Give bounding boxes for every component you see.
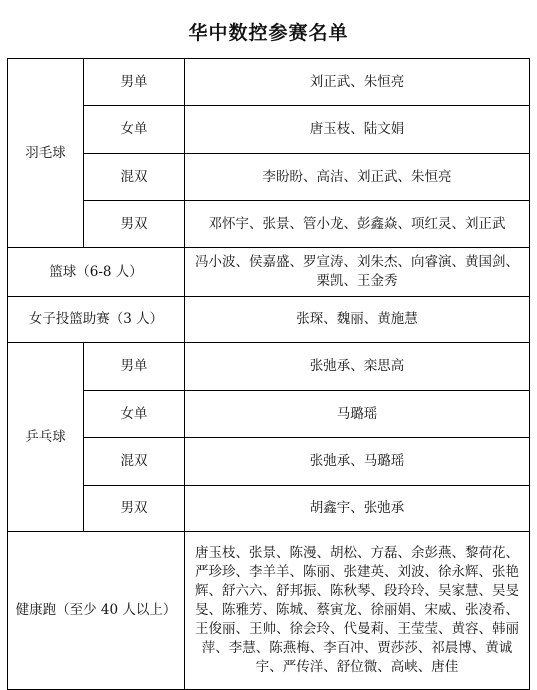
names-cell: 张琛、魏丽、黄施慧: [185, 297, 530, 343]
table-row: [8, 248, 530, 297]
table-row: [8, 532, 530, 690]
sport-pingpong: 乒乓球: [8, 343, 84, 532]
names-cell: 马璐瑶: [185, 391, 530, 438]
names-cell: 张弛承、栾思高: [185, 343, 530, 391]
event-cell: 女单: [84, 106, 185, 154]
event-cell: 男双: [84, 201, 185, 248]
roster-table: [7, 58, 530, 690]
event-shooting: 女子投篮助赛（3 人）: [8, 297, 185, 343]
names-cell: 唐玉枝、张景、陈漫、胡松、方磊、余彭燕、黎荷花、严珍珍、李羊羊、陈丽、张建英、刘波、徐永辉、张艳辉、舒六六、舒邦振、陈秋琴、段玲玲、吴家慧、吴旻旻、陈雅芳、陈城、蔡寅龙、徐丽娟、宋威、张凌希、王俊丽、王帅、徐会玲、代曼莉、王莹莹、黄容、韩丽萍、李慧、陈燕梅、李百冲、贾莎莎、祁晨博、黄诚宇、严传洋、舒位微、高峡、唐佳: [185, 532, 530, 690]
page-title: 华中数控参赛名单: [188, 22, 349, 44]
event-cell: 混双: [84, 438, 185, 486]
table-row: [8, 59, 530, 106]
table-row: [8, 297, 530, 343]
event-cell: 女单: [84, 391, 185, 438]
names-cell: 冯小波、侯嘉盛、罗宣涛、刘朱杰、向睿演、黄国剑、栗凯、王金秀: [185, 248, 530, 297]
event-run: 健康跑（至少 40 人以上）: [8, 532, 185, 690]
sport-badminton: 羽毛球: [8, 59, 84, 248]
names-cell: 唐玉枝、陆文娟: [185, 106, 530, 154]
table-row: [8, 154, 530, 201]
names-cell: 胡鑫宇、张弛承: [185, 486, 530, 532]
table-row: [8, 201, 530, 248]
table-row: [8, 343, 530, 391]
table-row: [8, 391, 530, 438]
table-row: [8, 106, 530, 154]
event-cell: 混双: [84, 154, 185, 201]
names-cell: 李盼盼、高洁、刘正武、朱恒亮: [185, 154, 530, 201]
event-cell: 男单: [84, 59, 185, 106]
table-row: [8, 486, 530, 532]
table-row: [8, 438, 530, 486]
names-cell: 张弛承、马璐瑶: [185, 438, 530, 486]
event-basketball: 篮球（6-8 人）: [8, 248, 185, 297]
names-cell: 刘正武、朱恒亮: [185, 59, 530, 106]
names-cell: 邓怀宇、张景、管小龙、彭鑫焱、项红灵、刘正武: [185, 201, 530, 248]
event-cell: 男单: [84, 343, 185, 391]
event-cell: 男双: [84, 486, 185, 532]
